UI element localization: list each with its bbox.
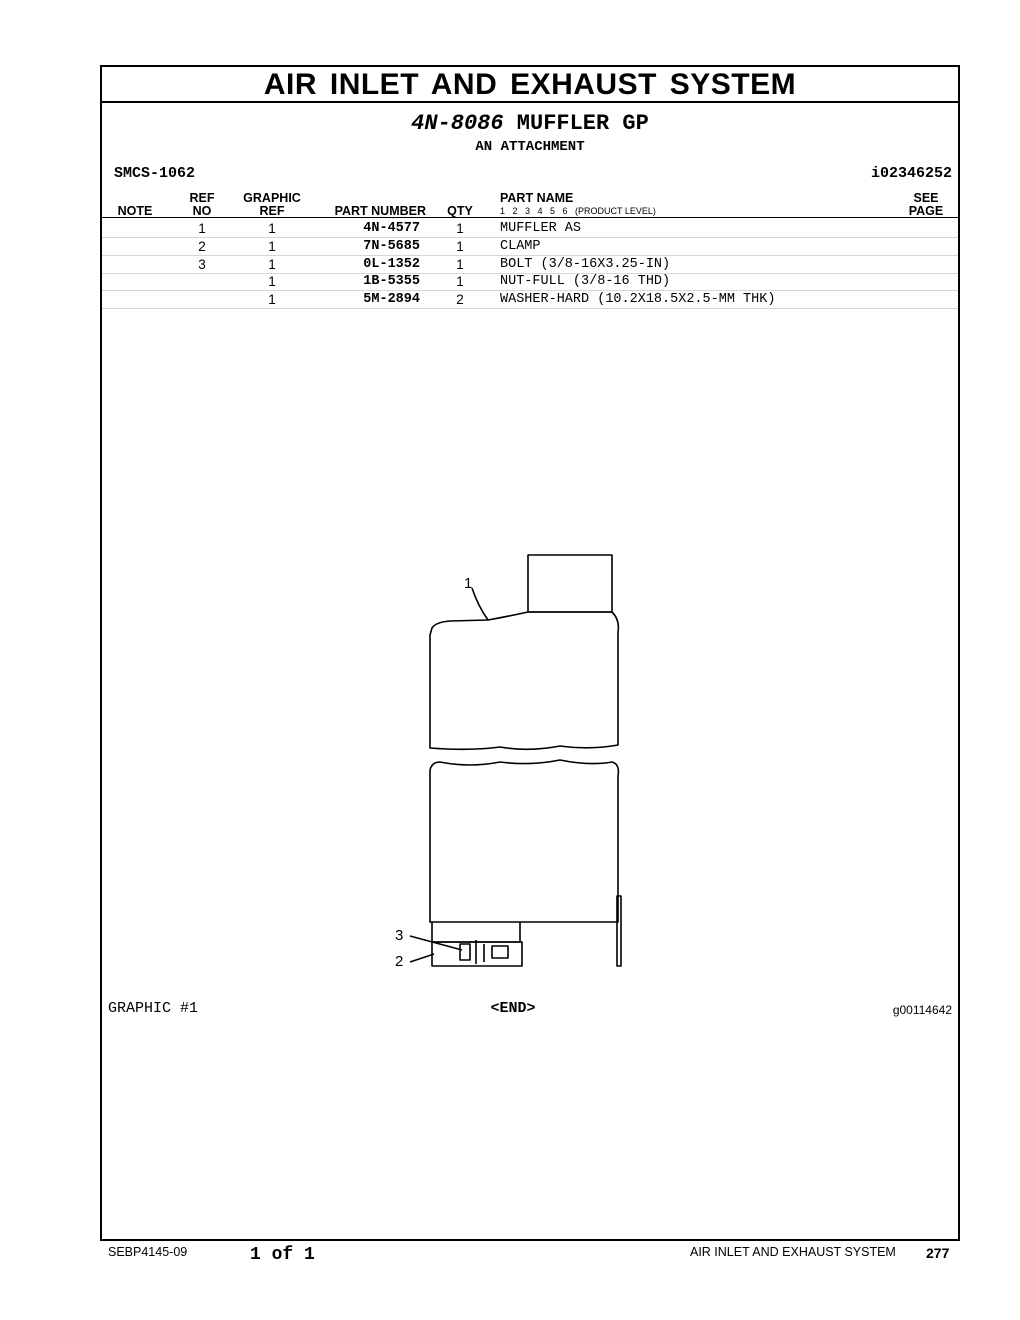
graphic-label: GRAPHIC #1	[108, 1000, 199, 1017]
col-qty: QTY	[447, 204, 473, 218]
ref-no: 3	[198, 257, 206, 272]
footer-section: AIR INLET AND EXHAUST SYSTEM	[690, 1245, 896, 1259]
muffler-drawing	[380, 540, 660, 980]
group-part-number: 4N-8086	[411, 111, 504, 136]
col-see-top: SEE	[913, 191, 939, 205]
graphic-ref: 1	[268, 239, 276, 254]
mounting-bracket	[617, 896, 621, 966]
group-title	[102, 111, 958, 137]
callout-2: 2	[395, 953, 404, 970]
table-row	[102, 220, 958, 238]
part-name: WASHER-HARD (10.2X18.5X2.5-MM THK)	[500, 292, 776, 307]
table-row	[102, 238, 958, 256]
col-part-name: PART NAME	[500, 191, 574, 205]
muffler-lower-body	[430, 760, 618, 922]
table-row	[102, 291, 958, 309]
leader-2	[410, 954, 434, 962]
clamp-ear	[460, 944, 470, 960]
part-number: 0L-1352	[363, 257, 420, 272]
qty: 1	[456, 221, 464, 236]
col-part-number: PART NUMBER	[334, 204, 426, 218]
outlet-tube	[528, 555, 612, 612]
group-name: MUFFLER GP	[516, 111, 649, 136]
qty: 1	[456, 274, 464, 289]
table-row	[102, 256, 958, 274]
qty: 2	[456, 292, 464, 307]
end-marker: <END>	[490, 1000, 536, 1017]
graphic-ref: 1	[268, 221, 276, 236]
product-levels: 1 2 3 4 5 6 (PRODUCT LEVEL)	[500, 206, 656, 216]
part-name: MUFFLER AS	[500, 221, 582, 236]
footer-page-number: 277	[926, 1245, 950, 1261]
smcs-code: SMCS-1062	[114, 165, 196, 182]
graphic-id: g00114642	[892, 1003, 952, 1017]
group-subtitle: AN ATTACHMENT	[475, 139, 585, 155]
graphic-ref: 1	[268, 274, 276, 289]
leader-3	[410, 936, 462, 950]
callout-1: 1	[464, 575, 473, 592]
col-note: NOTE	[117, 204, 153, 218]
leader-1	[472, 588, 488, 620]
footer-doc-id: SEBP4145-09	[108, 1245, 188, 1259]
col-ref-bottom: NO	[192, 204, 212, 218]
graphic-ref: 1	[268, 292, 276, 307]
section-title: AIR INLET AND EXHAUST SYSTEM	[102, 67, 958, 103]
col-graphic-top: GRAPHIC	[243, 191, 301, 205]
header-divider	[102, 217, 958, 218]
col-graphic-bottom: REF	[259, 204, 285, 218]
footer-page-count: 1 of 1	[250, 1245, 315, 1265]
muffler-upper-body	[430, 612, 618, 749]
part-name: NUT-FULL (3/8-16 THD)	[500, 274, 671, 289]
clamp-bolt-head	[492, 946, 508, 958]
table-row	[102, 273, 958, 291]
part-name: BOLT (3/8-16X3.25-IN)	[500, 257, 671, 272]
graphic-ref: 1	[268, 257, 276, 272]
info-id: i02346252	[870, 165, 952, 182]
part-name: CLAMP	[500, 239, 541, 254]
part-number: 5M-2894	[363, 292, 420, 307]
part-number: 1B-5355	[363, 274, 420, 289]
qty: 1	[456, 257, 464, 272]
col-see-bottom: PAGE	[908, 204, 944, 218]
inlet-pipe	[432, 922, 520, 942]
part-number: 4N-4577	[363, 221, 420, 236]
callout-3: 3	[395, 927, 404, 944]
qty: 1	[456, 239, 464, 254]
ref-no: 2	[198, 239, 206, 254]
part-number: 7N-5685	[363, 239, 420, 254]
ref-no: 1	[198, 221, 206, 236]
col-ref-top: REF	[189, 191, 215, 205]
